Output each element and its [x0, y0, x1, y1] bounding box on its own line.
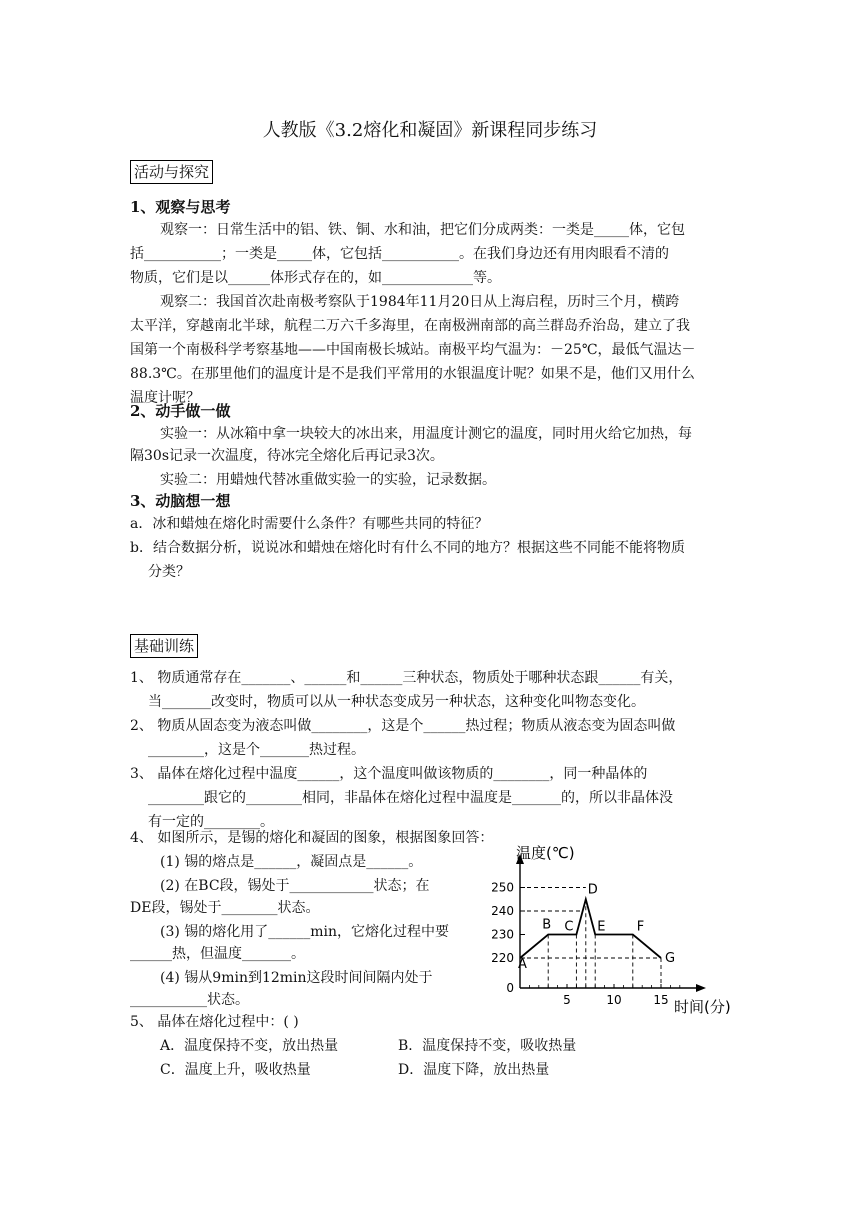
y-axis-label: 温度(℃): [516, 844, 575, 862]
point-label-d: D: [587, 882, 598, 898]
question-b-line-1: b．结合数据分析，说说冰和蜡烛在熔化时有什么不同的地方？根据这些不同能不能将物质: [130, 540, 685, 556]
y-tick-label: 0: [506, 981, 514, 995]
obs1-line-2: 括___________；一类是_____体，它包括___________。在我们身边还有用肉眼看不清的: [130, 246, 669, 262]
obs2-line-4: 88.3℃。在那里他们的温度计是不是我们平常用的水银温度计呢？如果不是，他们又用什么: [130, 366, 695, 382]
q5-option-b: B．温度保持不变，吸收热量: [398, 1038, 577, 1054]
q5-option-a: A．温度保持不变，放出热量: [160, 1038, 339, 1054]
point-label-f: F: [636, 919, 645, 935]
obs2-line-2: 太平洋，穿越南北半球，航程二万六千多海里，在南极洲南部的高兰群岛乔治岛，建立了我: [130, 318, 690, 334]
q4-sub2-line-2: DE段，锡处于________状态。: [130, 900, 320, 916]
x-tick-label: 15: [653, 993, 669, 1007]
q5-option-d: D．温度下降，放出热量: [398, 1062, 550, 1078]
obs2-line-3: 国第一个南极科学考察基地——中国南极长城站。南极平均气温为：－25℃，最低气温达－: [130, 342, 696, 358]
exp1-line-2: 隔30s记录一次温度，待冰完全熔化后再记录3次。: [130, 448, 444, 464]
heading-think: 3、动脑想一想: [130, 492, 231, 510]
q3-line-3: 有一定的________。: [148, 814, 274, 830]
section-header-basic: 基础训练: [130, 634, 198, 658]
x-axis-label: 时间(分): [674, 998, 731, 1016]
q2-line-1: 2、 物质从固态变为液态叫做________，这是个______热过程；物质从液态变为固态叫做: [130, 718, 676, 734]
exp1-line-1: 实验一：从冰箱中拿一块较大的冰出来，用温度计测它的温度，同时用火给它加热，每: [160, 426, 692, 442]
obs1-line-3: 物质，它们是以______体形式存在的，如_____________等。: [130, 270, 501, 286]
heading-observe: 1、观察与思考: [130, 198, 231, 216]
y-tick-label: 220: [491, 951, 514, 965]
y-tick-label: 230: [491, 927, 514, 942]
q3-line-2: ________跟它的________相同，非晶体在熔化过程中温度是_______的，所以非晶体没: [148, 790, 673, 806]
heading-experiment: 2、动手做一做: [130, 402, 231, 420]
point-label-c: C: [564, 919, 574, 935]
obs1-line-1: 观察一：日常生活中的铝、铁、铜、水和油，把它们分成两类：一类是_____体，它包: [160, 222, 685, 238]
section-header-activity: 活动与探究: [130, 160, 213, 184]
q1-line-2: 当_______改变时，物质可以从一种状态变成另一种状态，这种变化叫物态变化。: [148, 694, 645, 710]
page-title: 人教版《3.2熔化和凝固》新课程同步练习: [262, 120, 598, 141]
q4-sub3-line-1: (3) 锡的熔化用了______min，它熔化过程中要: [160, 924, 450, 940]
q4-sub1: (1) 锡的熔点是______，凝固点是______。: [160, 854, 423, 870]
point-label-e: E: [597, 919, 606, 935]
question-b-line-2: 分类？: [148, 564, 190, 580]
q2-line-2: ________，这是个_______热过程。: [148, 742, 365, 758]
obs2-line-1: 观察二：我国首次赴南极考察队于1984年11月20日从上海启程，历时三个月，横跨: [160, 294, 680, 310]
y-tick-label: 250: [491, 880, 514, 895]
q4-sub4-line-1: (4) 锡从9min到12min这段时间间隔内处于: [160, 970, 433, 986]
point-label-b: B: [542, 917, 552, 933]
q4-sub4-line-2: ___________状态。: [130, 992, 249, 1008]
x-tick-label: 5: [563, 993, 571, 1007]
q4-line-1: 4、 如图所示，是锡的熔化和凝固的图象，根据图象回答：: [130, 830, 494, 846]
q1-line-1: 1、 物质通常存在_______、______和______三种状态，物质处于哪种状态跟______有关，: [130, 670, 683, 686]
q4-sub3-line-2: ______热，但温度_______。: [130, 946, 305, 962]
exp2-line: 实验二：用蜡烛代替冰重做实验一的实验，记录数据。: [160, 472, 496, 488]
q3-line-1: 3、 晶体在熔化过程中温度______，这个温度叫做该物质的________，同一种晶体的: [130, 766, 648, 782]
y-tick-label: 240: [491, 904, 514, 918]
point-label-g: G: [665, 951, 676, 966]
x-axis-arrow: [696, 984, 706, 992]
q5-option-c: C．温度上升，吸收热量: [160, 1062, 311, 1078]
q5-stem: 5、 晶体在熔化过程中：( ): [130, 1014, 299, 1030]
q4-sub2-line-1: (2) 在BC段，锡处于____________状态；在: [160, 878, 430, 894]
x-tick-label: 10: [606, 993, 622, 1007]
obs2-line-5: 温度计呢？: [130, 390, 200, 406]
tin-melting-chart: [478, 838, 738, 1020]
point-label-a: A: [518, 957, 527, 972]
question-a: a．冰和蜡烛在熔化时需要什么条件？有哪些共同的特征？: [130, 516, 489, 532]
